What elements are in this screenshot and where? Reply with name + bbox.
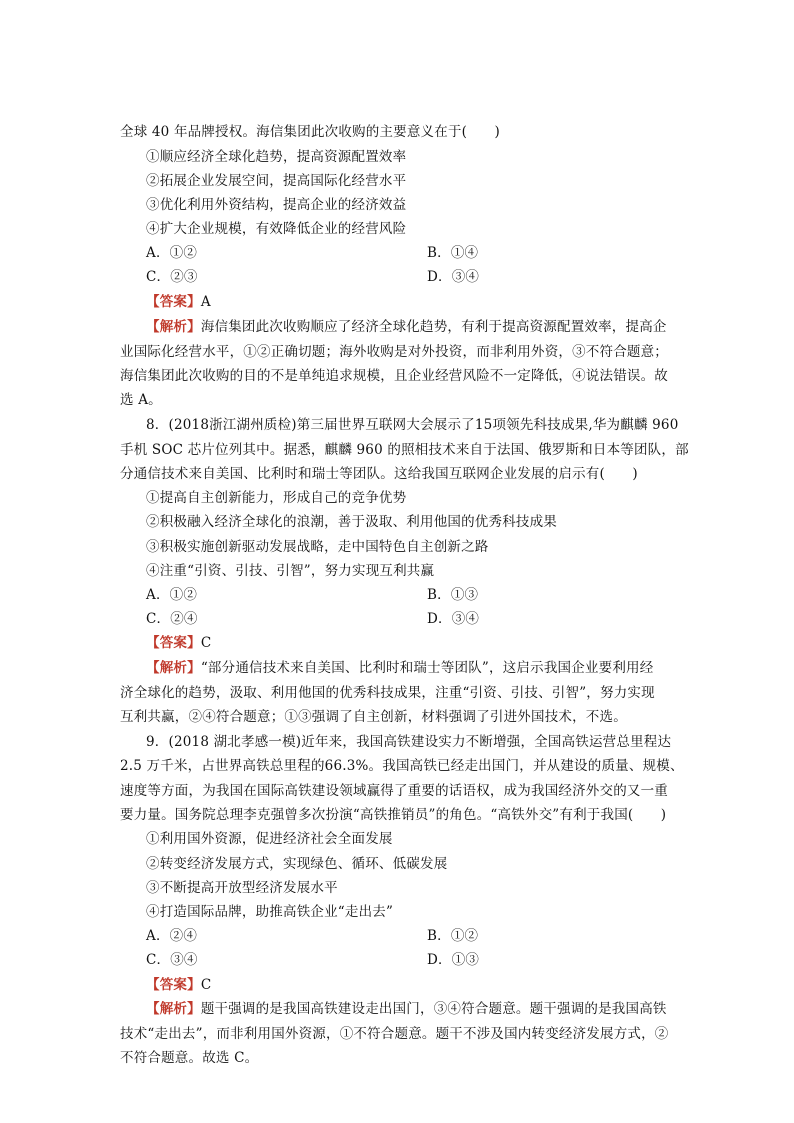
q9-stem-line-2: 2.5 万千米，占世界高铁总里程的66.3%。我国高铁已经走出国门，并从建设的质量、规模、 [120,758,684,774]
analysis-text: “部分通信技术来自美国、比利时和瑞士等团队”，这启示我国企业要利用经 [200,660,654,676]
q8-stem-line-2: 手机 SOC 芯片位列其中。据悉，麒麟 960 的照相技术来自于法国、俄罗斯和日本等团队，部 [120,442,689,458]
q8-item-4: ④注重“引资、引技、引智”，努力实现互利共赢 [146,563,435,579]
q9-item-4: ④打造国际品牌，助推高铁企业“走出去” [146,904,394,920]
q8-option-d: D．③④ [427,611,480,627]
q8-stem-line-3: 分通信技术来自美国、比利时和瑞士等团队。这给我国互联网企业发展的启示有( ) [120,466,638,482]
q9-item-2: ②转变经济发展方式，实现绿色、循环、低碳发展 [146,856,448,872]
q8-option-a: A．①② [146,587,198,603]
q7-item-4: ④扩大企业规模，有效降低企业的经营风险 [146,221,407,237]
q8-item-1: ①提高自主创新能力，形成自己的竞争优势 [146,490,407,506]
q7-item-3: ③优化利用外资结构，提高企业的经济效益 [146,197,407,213]
analysis-tag: 【解析】 [146,319,201,335]
q7-analysis-line-4: 选 A。 [120,392,162,408]
q8-stem-line-1: 8．(2018浙江湖州质检)第三届世界互联网大会展示了15项领先科技成果,华为麒麟 960 [146,417,679,433]
q8-option-b: B．①③ [427,587,479,603]
answer-tag: 【答案】 [146,294,201,310]
q9-option-c: C．③④ [146,952,198,968]
analysis-tag: 【解析】 [146,1001,201,1017]
q7-item-1: ①顺应经济全球化趋势，提高资源配置效率 [146,149,407,165]
q7-item-2: ②拓展企业发展空间，提高国际化经营水平 [146,173,407,189]
q9-stem-line-3: 速度等方面，为我国在国际高铁建设领域赢得了重要的话语权，成为我国经济外交的又一重 [120,783,668,799]
q9-option-d: D．①③ [427,952,480,968]
q8-analysis-line-2: 济全球化的趋势，汲取、利用他国的优秀科技成果，注重“引资、引技、引智”，努力实现 [120,685,655,701]
q8-analysis-line-1 [146,659,653,677]
q7-option-c: C．②③ [146,269,198,285]
analysis-text: 海信集团此次收购顺应了经济全球化趋势，有利于提高资源配置效率，提高企 [200,319,667,335]
analysis-text: 题干强调的是我国高铁建设走出国门，③④符合题意。题干强调的是我国高铁 [200,1001,667,1017]
q7-option-b: B．①④ [427,245,479,261]
q9-option-a: A．②④ [146,928,198,944]
q7-analysis-line-3: 海信集团此次收购的目的不是单纯追求规模，且企业经营风险不一定降低，④说法错误。故 [120,368,668,384]
q7-stem: 全球 40 年品牌授权。海信集团此次收购的主要意义在于( ) [120,124,500,140]
q9-analysis-line-2: 技术“走出去”，而非利用国外资源，①不符合题意。题干不涉及国内转变经济发展方式，② [120,1026,669,1042]
q7-option-a: A．①② [146,245,198,261]
q7-option-d: D．③④ [427,269,480,285]
answer-tag: 【答案】 [146,977,201,993]
analysis-tag: 【解析】 [146,660,201,676]
q9-stem-line-1: 9．(2018 湖北孝感一模)近年来，我国高铁建设实力不断增强，全国高铁运营总里程达 [146,734,672,750]
q8-option-c: C．②④ [146,611,198,627]
q9-analysis-line-1 [146,1000,667,1018]
q7-analysis-line-2: 业国际化经营水平，①②正确切题；海外收购是对外投资，而非利用外资，③不符合题意； [120,344,668,360]
answer-value: A [200,294,211,310]
answer-value: C [200,977,212,993]
q8-item-2: ②积极融入经济全球化的浪潮，善于汲取、利用他国的优秀科技成果 [146,514,557,530]
answer-tag: 【答案】 [146,635,201,651]
q8-answer [146,634,211,652]
q9-stem-line-4: 要力量。国务院总理李克强曾多次扮演“高铁推销员”的角色。“高铁外交”有利于我国( ) [120,807,667,823]
q8-analysis-line-3: 互利共赢，②④符合题意；①③强调了自主创新，材料强调了引进外国技术，不选。 [120,709,627,725]
q7-analysis-line-1 [146,318,676,336]
q9-option-b: B．①② [427,928,479,944]
q7-answer [146,293,211,311]
q8-item-3: ③积极实施创新驱动发展战略，走中国特色自主创新之路 [146,539,489,555]
q9-item-1: ①利用国外资源，促进经济社会全面发展 [146,831,393,847]
q9-analysis-line-3: 不符合题意。故选 C。 [120,1050,259,1066]
q9-answer [146,976,211,994]
q9-item-3: ③不断提高开放型经济发展水平 [146,880,338,896]
answer-value: C [200,635,212,651]
